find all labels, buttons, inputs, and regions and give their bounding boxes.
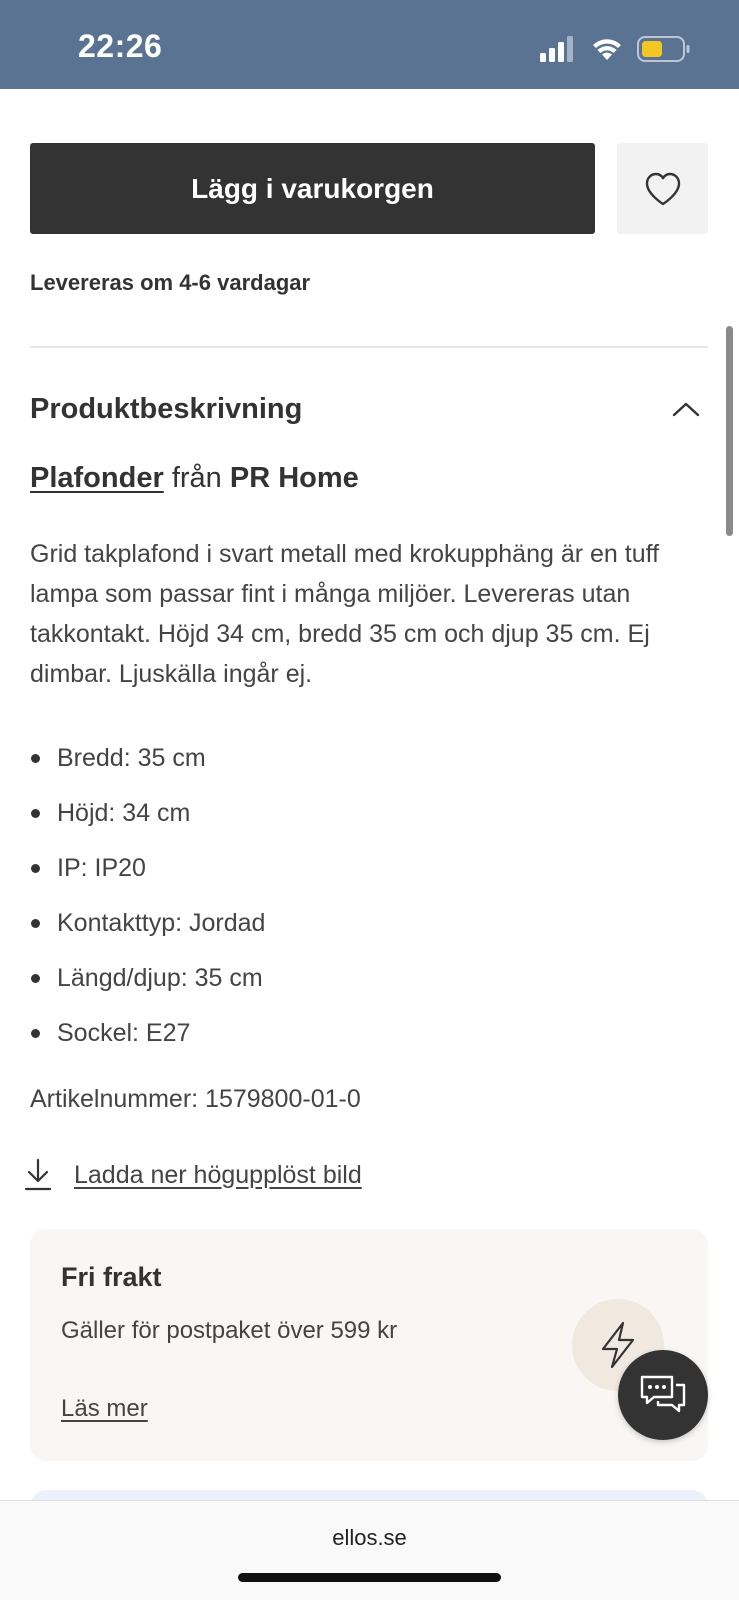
- download-link-label[interactable]: Ladda ner högupplöst bild: [74, 1160, 362, 1189]
- status-bar: [0, 0, 739, 89]
- home-indicator[interactable]: [238, 1573, 501, 1582]
- download-icon: [24, 1158, 52, 1192]
- signal-icon: [540, 36, 578, 62]
- heart-icon: [644, 171, 682, 207]
- spec-item: Höjd: 34 cm: [30, 793, 265, 848]
- divider: [30, 346, 708, 348]
- chevron-up-icon: [672, 400, 700, 418]
- url-text[interactable]: ellos.se: [332, 1525, 407, 1550]
- scrollbar[interactable]: [726, 326, 733, 536]
- spec-list: [30, 738, 265, 1068]
- spec-item: IP: IP20: [30, 848, 265, 903]
- download-image-link[interactable]: [24, 1158, 362, 1192]
- read-more-link[interactable]: Läs mer: [61, 1395, 148, 1422]
- spec-item: Kontakttyp: Jordad: [30, 903, 265, 958]
- wifi-icon: [591, 34, 623, 62]
- shipping-text: Gäller för postpaket över 599 kr: [61, 1317, 398, 1344]
- category-line: [30, 462, 359, 495]
- chat-button[interactable]: [618, 1350, 708, 1440]
- product-description: Grid takplafond i svart metall med krokupphäng är en tuff lampa som passar fint i många miljöer. Levereras utan takkontakt. Höjd 34 cm, bredd 35 cm och djup 35 cm. Ej dimbar. Ljuskälla ingår ej.: [30, 540, 660, 688]
- spec-item: Bredd: 35 cm: [30, 738, 265, 793]
- battery-icon: [637, 36, 691, 62]
- section-title: Produktbeskrivning: [30, 392, 303, 425]
- product-description-toggle[interactable]: [30, 384, 708, 434]
- free-shipping-card: [30, 1229, 708, 1461]
- category-link[interactable]: Plafonder: [30, 462, 164, 494]
- chat-icon: [638, 1373, 688, 1417]
- status-time: 22:26: [78, 28, 163, 64]
- shipping-title: Fri frakt: [61, 1262, 162, 1292]
- wishlist-button[interactable]: [617, 143, 708, 234]
- from-text: från: [171, 462, 222, 494]
- browser-url-bar: [0, 1500, 739, 1600]
- spec-item: Längd/djup: 35 cm: [30, 958, 265, 1013]
- spec-item: Sockel: E27: [30, 1013, 265, 1068]
- article-number: Artikelnummer: 1579800-01-0: [30, 1085, 361, 1113]
- brand-name: PR Home: [229, 462, 359, 494]
- add-to-cart-button[interactable]: Lägg i varukorgen: [30, 143, 595, 234]
- delivery-estimate: Levereras om 4-6 vardagar: [30, 270, 311, 295]
